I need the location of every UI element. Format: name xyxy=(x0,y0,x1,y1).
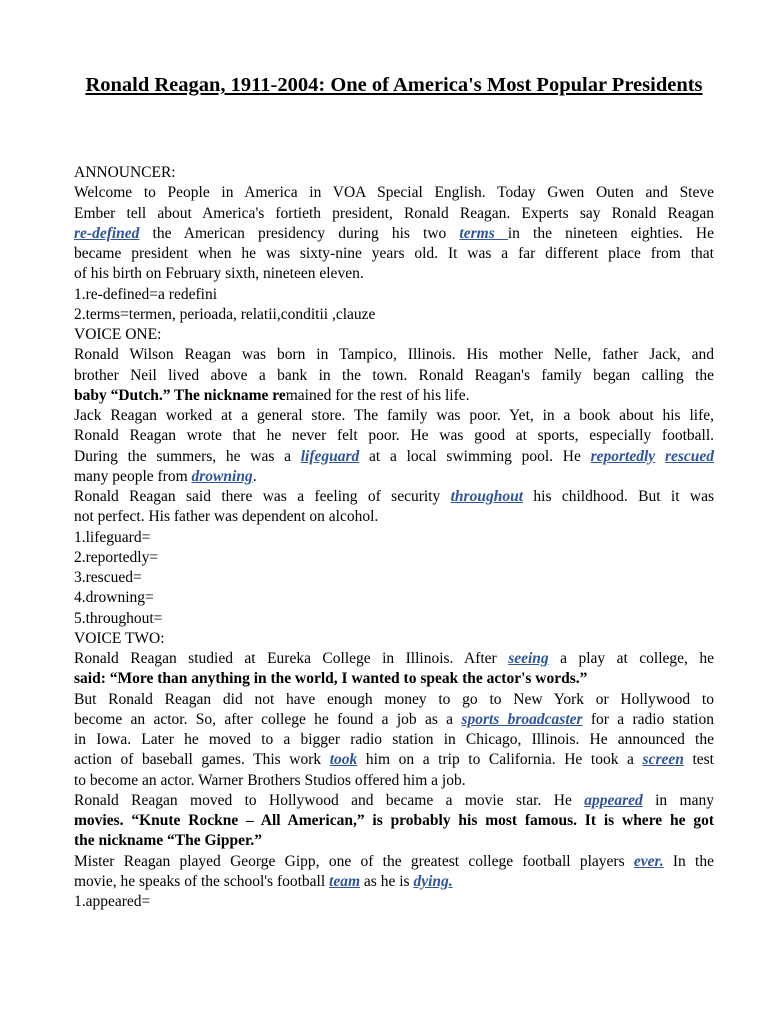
paragraph xyxy=(74,548,714,568)
bold-text: said: “More than anything in the world, I wanted to speak the actor's words.” xyxy=(74,670,588,688)
text-line xyxy=(74,204,714,224)
line-content xyxy=(74,711,714,728)
bold-text: baby “Dutch.” The nickname re xyxy=(74,386,286,404)
line-content xyxy=(74,751,714,768)
vocabulary-link[interactable]: re-defined xyxy=(74,224,140,242)
bold-text: the nickname “The Gipper.” xyxy=(74,832,263,850)
line-content xyxy=(74,245,714,262)
vocabulary-link[interactable]: rescued xyxy=(664,447,715,465)
line-content xyxy=(74,265,364,282)
line-content xyxy=(74,184,714,201)
text-line xyxy=(74,730,714,750)
text-line xyxy=(74,224,714,244)
paragraph xyxy=(74,487,714,528)
line-content xyxy=(74,670,587,687)
text-line xyxy=(74,487,714,507)
line-content xyxy=(74,205,714,222)
text-run: . xyxy=(252,467,257,485)
text-line xyxy=(74,406,714,426)
line-content xyxy=(74,589,154,606)
text-line xyxy=(74,548,714,568)
text-run: as he is xyxy=(360,872,414,890)
text-run: in Iowa. Later he moved to a bigger radio station in Chicago, Illinois. He announced the xyxy=(74,731,714,748)
text-run: the American presidency during his two xyxy=(139,224,460,242)
text-run: 4.drowning= xyxy=(74,589,154,607)
text-line xyxy=(74,163,714,183)
text-line xyxy=(74,588,714,608)
document-title: Ronald Reagan, 1911-2004: One of America's Most Popular Presidents xyxy=(85,74,703,96)
paragraph xyxy=(74,325,714,345)
text-line xyxy=(74,325,714,345)
text-run: Ronald Reagan said there was a feeling of security xyxy=(74,488,451,505)
document-body xyxy=(74,163,714,912)
text-run: 3.rescued= xyxy=(74,569,142,586)
line-content xyxy=(74,549,158,566)
text-run: him on a trip to California. He took a xyxy=(357,751,643,769)
paragraph xyxy=(74,305,714,325)
text-run: Ronald Reagan studied at Eureka College in Illinois. After xyxy=(74,650,509,667)
text-line xyxy=(74,710,714,730)
text-line xyxy=(74,183,714,203)
line-content xyxy=(74,468,257,485)
text-line xyxy=(74,528,714,548)
line-content xyxy=(74,488,714,505)
paragraph xyxy=(74,406,714,487)
text-run: ANNOUNCER: xyxy=(74,164,176,181)
text-run: his childhood. But it was xyxy=(523,488,714,505)
text-run: Jack Reagan worked at a general store. The family was poor. Yet, in a book about his life, xyxy=(74,407,714,424)
text-run: to become an actor. Warner Brothers Studios offered him a job. xyxy=(74,771,466,789)
text-line xyxy=(74,852,714,872)
text-run: brother Neil lived above a bank in the town. Ronald Reagan's family began calling the xyxy=(74,366,714,384)
text-run: VOICE TWO: xyxy=(74,629,165,647)
text-run: test xyxy=(683,751,714,769)
line-content xyxy=(74,893,150,910)
text-run: Welcome to People in America in VOA Special English. Today Gwen Outen and Steve xyxy=(74,184,714,202)
text-run: in many xyxy=(642,791,714,809)
text-run: VOICE ONE: xyxy=(74,326,162,343)
text-run: 1.re-defined=a redefini xyxy=(74,285,217,303)
line-content xyxy=(74,610,162,627)
text-line xyxy=(74,811,714,831)
paragraph xyxy=(74,609,714,629)
line-content xyxy=(74,650,714,667)
paragraph xyxy=(74,629,714,649)
line-content xyxy=(74,306,375,323)
paragraph xyxy=(74,690,714,791)
paragraph xyxy=(74,285,714,305)
vocabulary-link[interactable]: team xyxy=(329,872,361,890)
text-run: Ember tell about America's fortieth president, Ronald Reagan. Experts say Ronald Reagan xyxy=(74,204,714,222)
text-line xyxy=(74,669,714,689)
line-content xyxy=(74,812,714,829)
line-content xyxy=(74,225,714,242)
text-line xyxy=(74,244,714,264)
text-line xyxy=(74,447,714,467)
text-run: In the xyxy=(663,852,714,870)
paragraph xyxy=(74,163,714,183)
text-run: action of baseball games. This work xyxy=(74,751,330,769)
line-content xyxy=(74,387,470,404)
text-line xyxy=(74,771,714,791)
text-run: a play at college, he xyxy=(548,650,715,667)
text-run: Ronald Reagan moved to Hollywood and became a movie star. He xyxy=(74,791,585,809)
line-content xyxy=(74,832,262,849)
text-run: During the summers, he was a xyxy=(74,447,301,465)
paragraph xyxy=(74,649,714,690)
text-run: 2.terms=termen, perioada, relatii,conditii ,clauze xyxy=(74,305,376,323)
line-content xyxy=(74,569,142,586)
vocabulary-link[interactable]: reportedly xyxy=(590,447,656,465)
line-content xyxy=(74,630,165,647)
vocabulary-link[interactable]: throughout xyxy=(450,488,524,505)
text-run: movie, he speaks of the school's football xyxy=(74,872,330,890)
line-content xyxy=(74,286,217,303)
text-line xyxy=(74,264,714,284)
vocabulary-link[interactable]: seeing xyxy=(508,650,549,667)
line-content xyxy=(74,731,714,748)
text-run: of his birth on February sixth, nineteen eleven. xyxy=(74,265,364,283)
line-content xyxy=(74,346,714,363)
line-content xyxy=(74,326,161,343)
paragraph xyxy=(74,588,714,608)
line-content xyxy=(74,691,714,708)
paragraph xyxy=(74,791,714,852)
paragraph xyxy=(74,892,714,912)
vocabulary-link[interactable]: ever. xyxy=(633,852,664,870)
text-run: mained for the rest of his life. xyxy=(285,386,470,404)
paragraph xyxy=(74,568,714,588)
text-line xyxy=(74,345,714,365)
paragraph xyxy=(74,852,714,893)
text-line xyxy=(74,386,714,406)
text-run: for a radio station xyxy=(582,710,714,728)
vocabulary-link[interactable]: terms xyxy=(459,224,508,242)
text-run: in the nineteen eighties. He xyxy=(507,224,715,242)
line-content xyxy=(74,873,453,890)
text-line xyxy=(74,831,714,851)
text-line xyxy=(74,467,714,487)
text-run: not perfect. His father was dependent on alcohol. xyxy=(74,508,379,526)
text-line xyxy=(74,305,714,325)
text-line xyxy=(74,507,714,527)
text-line xyxy=(74,872,714,892)
text-run: 2.reportedly= xyxy=(74,548,159,566)
line-content xyxy=(74,448,714,465)
text-line xyxy=(74,690,714,710)
text-run xyxy=(655,448,665,465)
line-content xyxy=(74,529,150,546)
text-line xyxy=(74,750,714,770)
line-content xyxy=(74,853,714,870)
text-line xyxy=(74,791,714,811)
line-content xyxy=(74,367,714,384)
vocabulary-link[interactable]: took xyxy=(329,751,358,769)
text-line xyxy=(74,609,714,629)
vocabulary-link[interactable]: appeared xyxy=(584,791,643,809)
text-line xyxy=(74,285,714,305)
text-line xyxy=(74,629,714,649)
text-run: 1.appeared= xyxy=(74,893,151,910)
text-line xyxy=(74,568,714,588)
bold-text: movies. “Knute Rockne – All American,” is probably his most famous. It is where he got xyxy=(74,812,714,829)
text-line xyxy=(74,366,714,386)
paragraph xyxy=(74,528,714,548)
text-run: become an actor. So, after college he found a job as a xyxy=(74,710,462,728)
text-run: Mister Reagan played George Gipp, one of the greatest college football players xyxy=(74,852,634,870)
vocabulary-link[interactable]: dying. xyxy=(413,872,453,890)
text-line xyxy=(74,649,714,669)
text-run: Ronald Wilson Reagan was born in Tampico, Illinois. His mother Nelle, father Jack, and xyxy=(74,346,714,364)
paragraph xyxy=(74,183,714,284)
line-content xyxy=(74,772,466,789)
line-content xyxy=(74,407,714,424)
text-run: 1.lifeguard= xyxy=(74,528,151,546)
text-run: Ronald Reagan wrote that he never felt poor. He was good at sports, especially football. xyxy=(74,427,714,445)
line-content xyxy=(74,508,378,525)
line-content xyxy=(74,164,176,181)
vocabulary-link[interactable]: sports broadcaster xyxy=(461,710,583,728)
line-content xyxy=(74,792,714,809)
vocabulary-link[interactable]: lifeguard xyxy=(300,447,360,465)
text-run: at a local swimming pool. He xyxy=(359,447,591,465)
text-run: became president when he was sixty-nine years old. It was a far different place from that xyxy=(74,245,714,262)
text-line xyxy=(74,892,714,912)
vocabulary-link[interactable]: screen xyxy=(642,751,684,769)
vocabulary-link[interactable]: drowning xyxy=(191,467,253,485)
text-run: many people from xyxy=(74,467,192,485)
paragraph xyxy=(74,345,714,406)
text-run: But Ronald Reagan did not have enough money to go to New York or Hollywood to xyxy=(74,690,714,708)
text-run: 5.throughout= xyxy=(74,609,163,627)
text-line xyxy=(74,426,714,446)
line-content xyxy=(74,427,714,444)
